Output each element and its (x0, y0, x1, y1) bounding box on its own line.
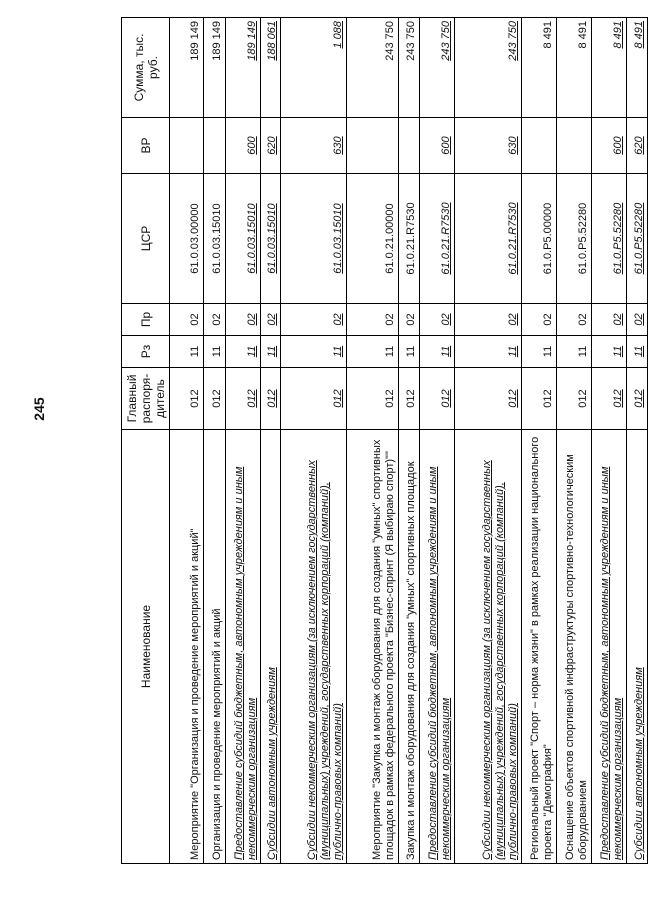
row-csr-text: 61.0.P5.52280 (577, 202, 590, 275)
row-name (557, 430, 592, 864)
row-csr (592, 174, 627, 304)
row-rz (399, 336, 420, 368)
row-vr-text: 600 (612, 136, 625, 155)
row-pr (260, 304, 281, 336)
header-vr: ВР (122, 118, 170, 174)
row-csr (347, 174, 399, 304)
row-csr (281, 174, 347, 304)
row-sum-text: 243 750 (384, 21, 397, 61)
row-main-manager (454, 368, 522, 430)
row-name-text: Субсидии автономным учреждениям (633, 667, 645, 860)
row-pr-text: 02 (210, 313, 223, 326)
header-main-manager: Главный распоря-дитель (122, 368, 170, 430)
row-main-manager-text: 012 (245, 389, 258, 408)
row-sum (281, 18, 347, 118)
row-sum-text: 243 750 (507, 21, 520, 61)
row-rz-text: 11 (266, 345, 279, 358)
row-rz-text: 11 (439, 345, 452, 358)
header-sum: Сумма, тыс. руб. (122, 18, 170, 118)
row-rz-text: 11 (404, 345, 417, 358)
row-main-manager-text: 012 (542, 389, 555, 408)
row-main-manager (627, 368, 648, 430)
row-pr (522, 304, 557, 336)
row-csr-text: 61.0.P5.00000 (542, 202, 555, 275)
row-sum-text: 189 149 (188, 21, 201, 61)
row-pr (225, 304, 260, 336)
row-rz (203, 336, 225, 368)
row-name-text: Субсидии некоммерческим организациям (за исключением государственных (муниципальных) учреждений, государственных корпораций (компаний), публично-правовых компаний) (306, 460, 345, 860)
row-name-text: Организация и проведение мероприятий и акций (210, 608, 223, 860)
row-sum (592, 18, 627, 118)
row-csr (557, 174, 592, 304)
row-main-manager-text: 012 (439, 389, 452, 408)
row-csr-text: 61.0.21.00000 (384, 203, 397, 274)
table-row (170, 18, 204, 864)
header-csr: ЦСР (122, 174, 170, 304)
row-main-manager-text: 012 (577, 389, 590, 408)
header-pr: Пр (122, 304, 170, 336)
row-main-manager (522, 368, 557, 430)
row-main-manager (225, 368, 260, 430)
row-pr-text: 02 (266, 313, 279, 326)
row-sum (627, 18, 648, 118)
row-name (592, 430, 627, 864)
table-row (522, 18, 557, 864)
row-main-manager (260, 368, 281, 430)
table-row (399, 18, 420, 864)
row-vr (419, 118, 454, 174)
row-sum-text: 243 750 (404, 21, 417, 61)
table-row (347, 18, 399, 864)
row-sum (225, 18, 260, 118)
table-row (557, 18, 592, 864)
row-rz-text: 11 (507, 345, 520, 358)
table-row (260, 18, 281, 864)
row-main-manager (557, 368, 592, 430)
row-main-manager (419, 368, 454, 430)
row-main-manager (281, 368, 347, 430)
row-sum-text: 8 491 (577, 21, 590, 49)
row-rz (170, 336, 204, 368)
row-main-manager (203, 368, 225, 430)
row-csr (170, 174, 204, 304)
row-pr-text: 02 (332, 313, 345, 326)
row-main-manager-text: 012 (633, 389, 645, 408)
row-pr-text: 02 (404, 313, 417, 326)
row-rz (419, 336, 454, 368)
row-pr (627, 304, 648, 336)
row-name-text: Региональный проект "Спорт – норма жизни" в рамках реализации национального проекта "Демография" (529, 436, 555, 860)
row-name (522, 430, 557, 864)
row-csr-text: 61.0.21.R7530 (507, 202, 520, 275)
row-pr (203, 304, 225, 336)
row-vr (225, 118, 260, 174)
row-rz-text: 11 (332, 345, 345, 358)
row-pr-text: 02 (577, 313, 590, 326)
row-csr-text: 61.0.21.R7530 (439, 202, 452, 275)
row-name-text: Субсидии некоммерческим организациям (за исключением государственных (муниципальных) учреждений, государственных корпораций (компаний), публично-правовых компаний) (481, 460, 520, 860)
row-name (170, 430, 204, 864)
row-csr-text: 61.0.03.15010 (332, 203, 345, 274)
row-name-text: Предоставление субсидий бюджетным, автономным учреждениям и иным некоммерческим организациям (232, 466, 258, 860)
row-pr (399, 304, 420, 336)
row-main-manager-text: 012 (188, 389, 201, 408)
row-rz (592, 336, 627, 368)
row-rz (347, 336, 399, 368)
row-name-text: Мероприятие "Закупка и монтаж оборудования для создания "умных" спортивных площадок в рамках федерального проекта "Бизнес-спринт (Я выбираю спорт)"" (371, 439, 397, 860)
row-vr (557, 118, 592, 174)
row-pr (592, 304, 627, 336)
row-rz (557, 336, 592, 368)
table-row (225, 18, 260, 864)
row-sum-text: 8 491 (633, 21, 645, 49)
row-sum (454, 18, 522, 118)
row-main-manager-text: 012 (612, 389, 625, 408)
row-rz-text: 11 (542, 345, 555, 358)
row-sum (170, 18, 204, 118)
row-name-text: Субсидии автономным учреждениям (266, 667, 279, 860)
row-rz-text: 11 (577, 345, 590, 358)
row-name-text: Закупка и монтаж оборудования для создания "умных" спортивных площадок (404, 461, 417, 860)
row-pr (347, 304, 399, 336)
row-name-text: Предоставление субсидий бюджетным, автономным учреждениям и иным некоммерческим организациям (599, 466, 625, 860)
table-header-row (122, 18, 170, 864)
row-pr (454, 304, 522, 336)
row-rz (522, 336, 557, 368)
row-sum (203, 18, 225, 118)
row-pr (170, 304, 204, 336)
row-csr (225, 174, 260, 304)
row-vr-text: 620 (633, 136, 645, 155)
row-csr-text: 61.0.P5.52280 (612, 202, 625, 275)
row-rz-text: 11 (210, 345, 223, 358)
row-main-manager (170, 368, 204, 430)
row-csr-text: 61.0.03.15010 (266, 203, 279, 274)
row-rz-text: 11 (612, 345, 625, 358)
row-sum-text: 8 491 (542, 21, 555, 49)
row-pr (419, 304, 454, 336)
header-rz: Рз (122, 336, 170, 368)
table-row (454, 18, 522, 864)
row-main-manager-text: 012 (332, 389, 345, 408)
row-rz (225, 336, 260, 368)
row-main-manager-text: 012 (507, 389, 520, 408)
row-name (419, 430, 454, 864)
row-sum-text: 243 750 (439, 21, 452, 61)
row-main-manager (399, 368, 420, 430)
row-vr-text: 630 (507, 136, 520, 155)
row-vr-text: 630 (332, 136, 345, 155)
row-csr (419, 174, 454, 304)
row-name-text: Предоставление субсидий бюджетным, автономным учреждениям и иным некоммерческим организациям (426, 466, 452, 860)
row-pr (557, 304, 592, 336)
row-vr (399, 118, 420, 174)
row-vr (627, 118, 648, 174)
row-pr-text: 02 (384, 313, 397, 326)
table-row (627, 18, 648, 864)
row-name (627, 430, 648, 864)
row-pr-text: 02 (633, 313, 645, 326)
row-pr-text: 02 (439, 313, 452, 326)
row-sum-text: 189 149 (210, 21, 223, 61)
row-rz (454, 336, 522, 368)
row-vr (260, 118, 281, 174)
row-sum (522, 18, 557, 118)
row-sum (260, 18, 281, 118)
row-csr (627, 174, 648, 304)
row-rz (260, 336, 281, 368)
row-pr-text: 02 (507, 313, 520, 326)
row-csr-text: 61.0.21.R7530 (404, 202, 417, 275)
row-sum-text: 8 491 (612, 21, 625, 49)
budget-table (121, 17, 648, 864)
row-name (225, 430, 260, 864)
row-rz (627, 336, 648, 368)
row-pr-text: 02 (542, 313, 555, 326)
row-main-manager-text: 012 (266, 389, 279, 408)
row-sum-text: 189 149 (245, 21, 258, 61)
row-vr-text: 600 (245, 136, 258, 155)
row-vr (592, 118, 627, 174)
row-pr (281, 304, 347, 336)
row-main-manager-text: 012 (384, 389, 397, 408)
row-sum (399, 18, 420, 118)
row-main-manager-text: 012 (210, 389, 223, 408)
row-main-manager (592, 368, 627, 430)
row-pr-text: 02 (612, 313, 625, 326)
row-main-manager-text: 012 (404, 389, 417, 408)
header-name: Наименование (122, 430, 170, 864)
table-row (592, 18, 627, 864)
row-csr (260, 174, 281, 304)
row-main-manager (347, 368, 399, 430)
row-vr (522, 118, 557, 174)
row-csr (203, 174, 225, 304)
row-rz-text: 11 (188, 345, 201, 358)
table-row (203, 18, 225, 864)
row-name (281, 430, 347, 864)
row-rz (281, 336, 347, 368)
row-name (260, 430, 281, 864)
row-sum-text: 1 088 (332, 21, 345, 49)
row-vr (281, 118, 347, 174)
row-vr (454, 118, 522, 174)
row-name (454, 430, 522, 864)
row-pr-text: 02 (188, 313, 201, 326)
row-csr-text: 61.0.03.00000 (188, 203, 201, 274)
row-name (203, 430, 225, 864)
table-row (419, 18, 454, 864)
row-vr-text: 620 (266, 136, 279, 155)
row-csr-text: 61.0.03.15010 (245, 203, 258, 274)
row-sum (419, 18, 454, 118)
row-name-text: Мероприятие "Организация и проведение мероприятий и акций" (188, 528, 201, 860)
row-vr-text: 600 (439, 136, 452, 155)
table-body (170, 18, 648, 864)
row-name-text: Оснащение объектов спортивной инфраструктуры спортивно-технологическим оборудованием (564, 454, 590, 860)
row-sum-text: 188 061 (266, 21, 279, 61)
row-csr (399, 174, 420, 304)
row-rz-text: 11 (633, 345, 645, 358)
row-sum (557, 18, 592, 118)
row-csr-text: 61.0.P5.52280 (633, 202, 645, 275)
row-name (399, 430, 420, 864)
page-number: 245 (31, 397, 47, 421)
row-rz-text: 11 (245, 345, 258, 358)
row-csr (454, 174, 522, 304)
row-csr-text: 61.0.03.15010 (210, 203, 223, 274)
row-sum (347, 18, 399, 118)
row-vr (170, 118, 204, 174)
budget-table-rotated (121, 18, 648, 864)
row-vr (347, 118, 399, 174)
row-pr-text: 02 (245, 313, 258, 326)
row-rz-text: 11 (384, 345, 397, 358)
row-name (347, 430, 399, 864)
table-row (281, 18, 347, 864)
row-csr (522, 174, 557, 304)
row-vr (203, 118, 225, 174)
